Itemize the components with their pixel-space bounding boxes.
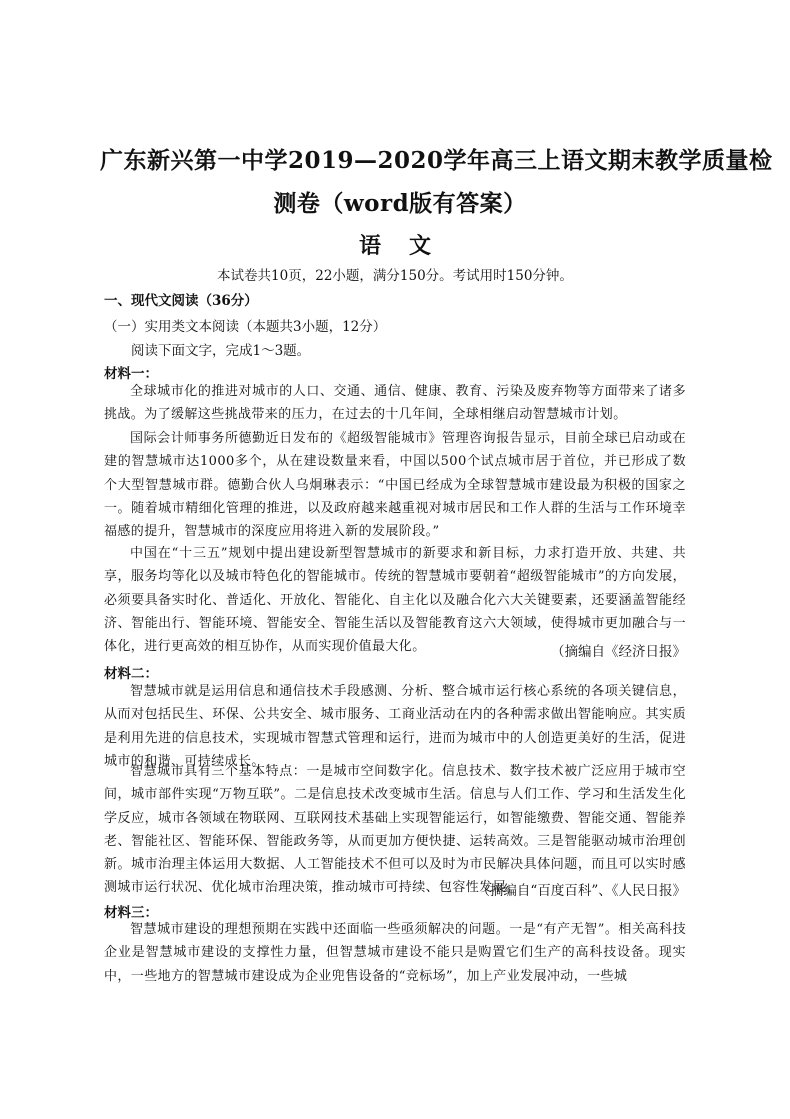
material-1-source: （摘编自《经济日报》 <box>551 644 686 660</box>
material-2-paragraph-2: 智慧城市具有三个基本特点：一是城市空间数字化。信息技术、数字技术被广泛应用于城市空间，城市部件实现“万物互联”。二是信息技术改变城市生活。信息与人们工作、学习和生活发生化学反应，城市各领域在物联网、互联网技术基础上实现智能运行，如智能缴费、智能交通、智能养老、智能社区、智能环保、智能政务等，从而更加方便快捷、运转高效。三是智能驱动城市治理创新。城市治理主体运用大数据、人工智能技术不但可以及时为市民解决具体问题，而且可以实时感测城市运行状况、优化城市治理决策，推动城市可持续、包容性发展。 <box>104 764 686 896</box>
subject-heading: 语文 <box>358 233 459 259</box>
material-3-heading: 材料三： <box>104 905 158 921</box>
document-title-line-2: 测卷（word版有答案） <box>273 190 527 217</box>
document-title-line-1: 广东新兴第一中学2019—2020学年高三上语文期末教学质量检 <box>100 147 773 174</box>
exam-info: 本试卷共10页，22小题，满分150分。考试用时150分钟。 <box>217 268 573 284</box>
material-1-paragraph-1: 全球城市化的推进对城市的人口、交通、通信、健康、教育、污染及废弃物等方面带来了诸多挑战。为了缓解这些挑战带来的压力，在过去的十几年间，全球相继启动智慧城市计划。 <box>104 384 686 423</box>
material-2-source: （摘编自“百度百科”、《人民日报》 <box>476 883 686 899</box>
material-1-paragraph-2: 国际会计师事务所德勤近日发布的《超级智能城市》管理咨询报告显示，目前全球已启动或在建的智慧城市达1000多个，从在建设数量来看，中国以500个试点城市居于首位，并已形成了数个大型智慧城市群。德勤合伙人乌炯琳表示：“中国已经成为全球智慧城市建设最为积极的国家之一。随着城市精细化管理的推进，以及政府越来越重视对城市居民和工作人群的生活与工作环境幸福感的提升，智慧城市的深度应用将进入新的发展阶段。” <box>104 431 686 540</box>
material-3-paragraph-1: 智慧城市建设的理想预期在实践中还面临一些亟须解决的问题。一是“有产无智”。相关高科技企业是智慧城市建设的支撑性力量，但智慧城市建设不能只是购置它们生产的高科技设备。现实中，一些地方的智慧城市建设成为企业兜售设备的“竞标场”，加上产业发展冲动，一些城 <box>104 922 686 984</box>
reading-instruction: 阅读下面文字，完成1～3题。 <box>131 343 311 359</box>
material-1-heading: 材料一： <box>104 366 158 382</box>
material-2-paragraph-1: 智慧城市就是运用信息和通信技术手段感测、分析、整合城市运行核心系统的各项关键信息，从而对包括民生、环保、公共安全、城市服务、工商业活动在内的各种需求做出智能响应。其实质是利用先进的信息技术，实现城市智慧式管理和运行，进而为城市中的人创造更美好的生活，促进城市的和谐、可持续成长。 <box>104 684 686 769</box>
material-2-heading: 材料二： <box>104 666 158 682</box>
section-heading: 一、现代文阅读（36分） <box>104 293 258 309</box>
subsection-heading: （一）实用类文本阅读（本题共3小题，12分） <box>104 319 387 335</box>
material-1-paragraph-3: 中国在“十三五”规划中提出建设新型智慧城市的新要求和新目标，力求打造开放、共建、共享，服务均等化以及城市特色化的智能城市。传统的智慧城市要朝着“超级智能城市”的方向发展，必须要具备实时化、普适化、开放化、智能化、自主化以及融合化六大关键要素，还要涵盖智能经济、智能出行、智能环境、智能安全、智能生活以及智能教育这六大领域，使得城市更加融合与一体化，进行更高效的相互协作，从而实现价值最大化。 <box>104 546 686 655</box>
